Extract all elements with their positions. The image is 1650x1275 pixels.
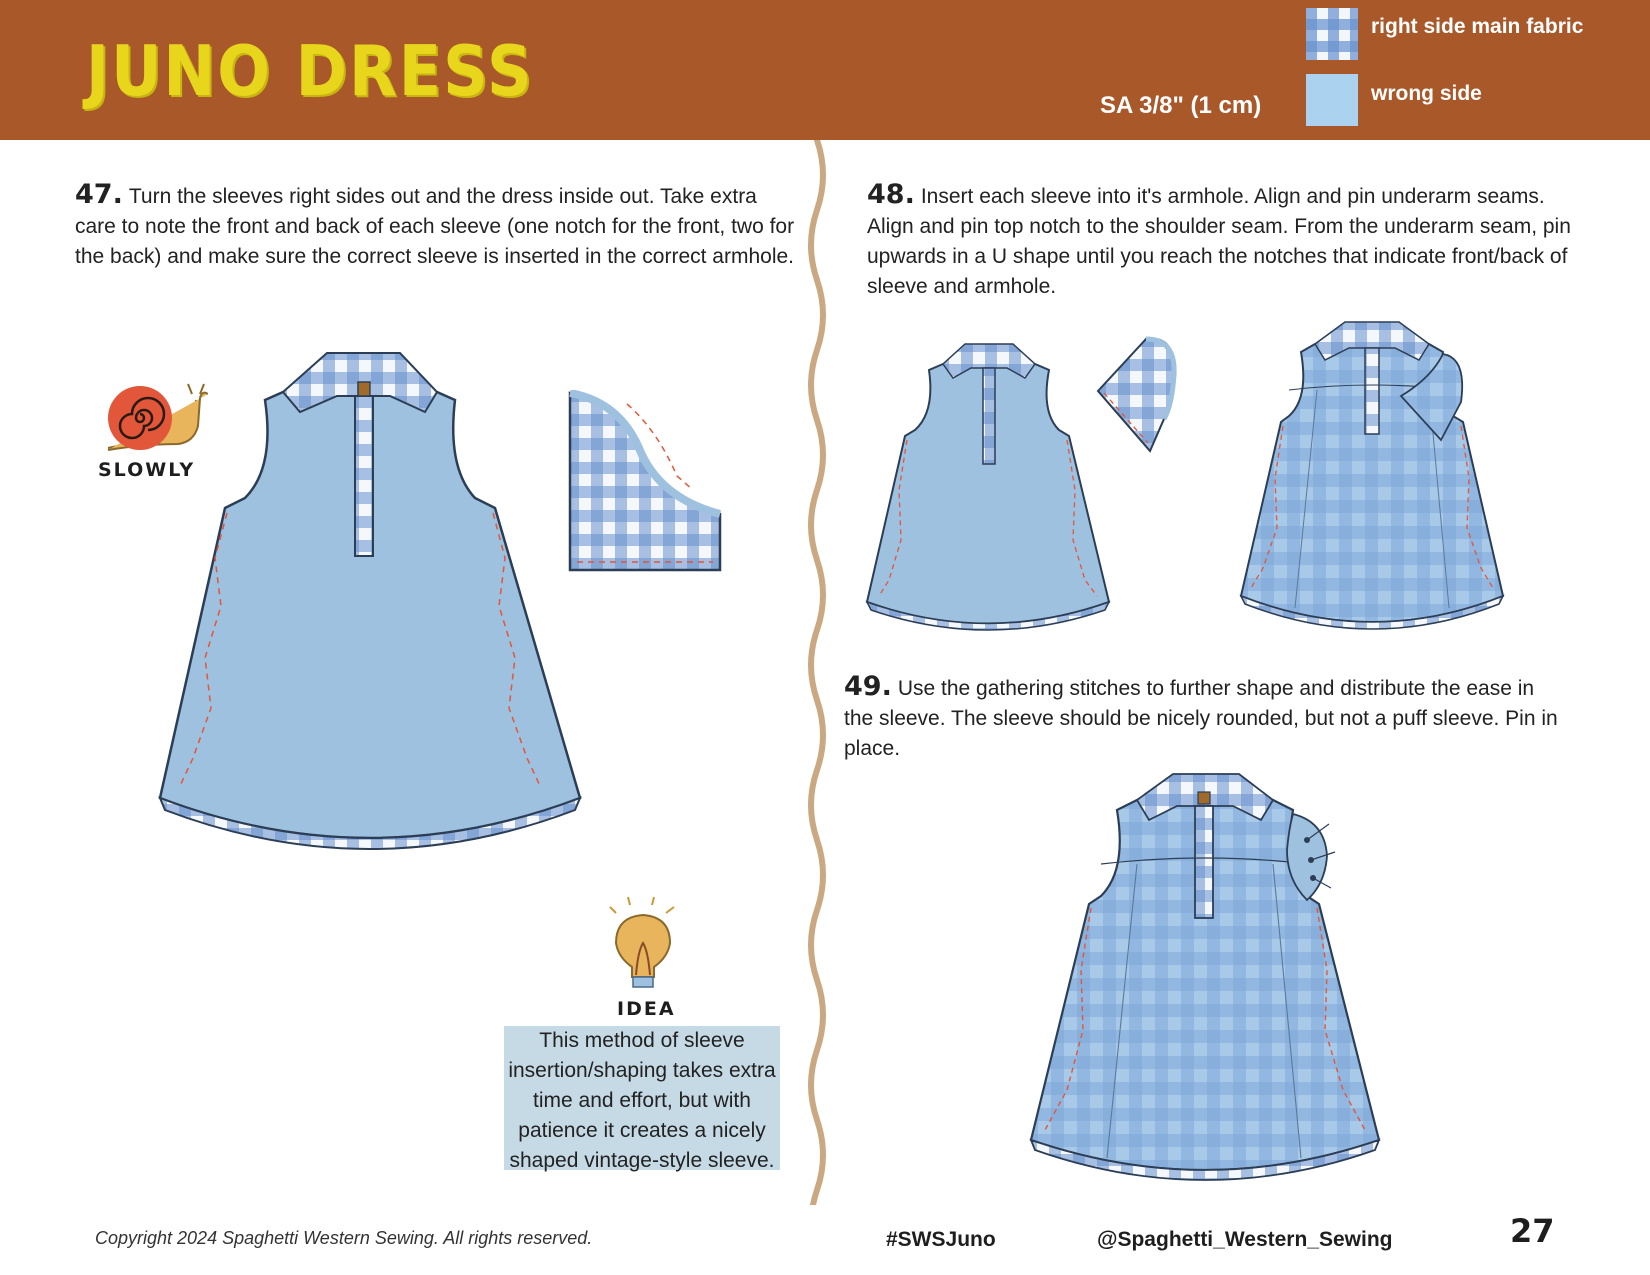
page-title: JUNO DRESS [86,30,534,112]
dress-illustration-47 [155,348,615,888]
step-47-text: Turn the sleeves right sides out and the dress inside out. Take extra care to note the front and back of each sleeve (one notch for the front, two for the back) and make sure the correct sleeve is inserted in the correct armhole. [75,185,795,268]
idea-tip-box [504,1026,780,1170]
step-48-number: 48. [867,179,915,210]
idea-tip-line: patience it creates a nicely [518,1119,766,1142]
legend-swatch-right-side [1306,8,1358,60]
legend-swatch-wrong-side [1306,74,1358,126]
step-47-number: 47. [75,179,123,210]
step-48-text: Insert each sleeve into it's armhole. Align and pin underarm seams. Align and pin top notch to the shoulder seam. From the underarm seam, pin upwards in a U shape until you reach the notches that indicate front/back of sleeve and armhole. [867,185,1571,298]
wavy-divider [804,140,830,1205]
idea-tip-line: time and effort, but with [533,1089,751,1112]
page-number: 27 [1510,1212,1555,1250]
idea-tip-line: shaped vintage-style sleeve. [509,1149,775,1172]
step-49-number: 49. [844,671,892,702]
dress-illustration-48-sleeve-inserted [1235,318,1515,643]
idea-tip-line: insertion/shaping takes extra [508,1059,776,1082]
sleeve-illustration-47 [567,390,727,575]
sleeve-illustration-48 [1094,335,1178,455]
step-47 [75,180,795,272]
seam-allowance-label: SA 3/8" (1 cm) [1100,92,1262,119]
slowly-label: SLOWLY [98,459,196,481]
hashtag: #SWSJuno [886,1228,996,1251]
step-49 [844,672,1564,764]
idea-tip-line: This method of sleeve [539,1029,745,1052]
copyright-notice: Copyright 2024 Spaghetti Western Sewing. All rights reserved. [95,1228,593,1248]
legend-label-right-side: right side main fabric [1371,15,1584,38]
step-49-text: Use the gathering stitches to further shape and distribute the ease in the sleeve. The sleeve should be nicely rounded, but not a puff sleeve. Pin in place. [844,677,1558,760]
step-48 [867,180,1587,302]
lightbulb-icon [608,895,678,995]
dress-illustration-49 [1025,770,1385,1190]
social-handle: @Spaghetti_Western_Sewing [1097,1228,1393,1251]
dress-illustration-48-inside [865,340,1115,645]
legend-label-wrong-side: wrong side [1371,82,1482,105]
idea-label: IDEA [617,998,676,1020]
